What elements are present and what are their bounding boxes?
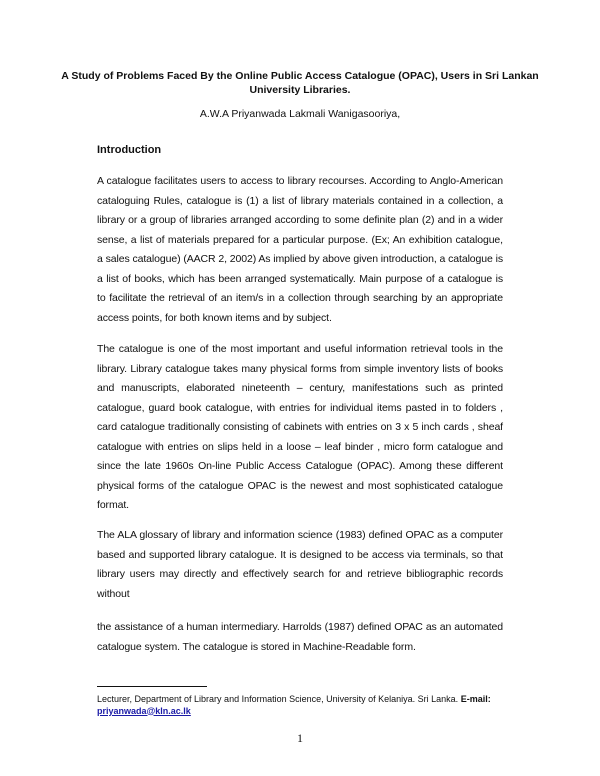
section-heading: Introduction [97,144,162,156]
paragraph: The catalogue is one of the most important and useful information retrieval tools in the library. Library catalogue takes many physical forms from simple inventory lists of books and manuscripts, elaborated nineteenth – century, manifestations such as printed catalogue, guard book catalogue, with entries for individual items pasted in to folders , card catalogue traditionally consisting of cabinets with entries on 3 x 5 inch cards , sheaf catalogue with entries on slips held in a loose – leaf binder , micro form catalogue and since the late 1960s On-line Public Access Catalogue (OPAC). Among these different physical forms of the catalogue OPAC is the newest and most sophisticated catalogue format. [97,343,503,511]
paragraph: The ALA glossary of library and information science (1983) defined OPAC as a computer based and supported library catalogue. It is designed to be access via terminals, so that library users may directly and effectively search for and retrieve bibliographic records without [97,529,503,600]
page-number: 1 [297,731,303,745]
paper-title: A Study of Problems Faced By the Online Public Access Catalogue (OPAC), Users in Sri Lankan University Libraries. [61,70,539,96]
footnote-divider [97,686,207,687]
email-link[interactable]: priyanwada@kln.ac.lk [97,705,191,716]
paragraph: A catalogue facilitates users to access to library recourses. According to Anglo-American cataloguing Rules, catalogue is (1) a list of library materials contained in a collection, a library or a group of libraries arranged according to some definite plan (2) and in a wider sense, a list of materials prepared for a particular purpose. (Ex; An exhibition catalogue, a sales catalogue) (AACR 2, 2002) As implied by above given introduction, a catalogue is a list of books, which has been arranged systematically. Main purpose of a catalogue is to facilitate the retrieval of an item/s in a collection through searching by an appropriate access points, for both known items and by subject. [97,175,503,324]
email-label: E-mail: [460,694,491,704]
author-line: A.W.A Priyanwada Lakmali Wanigasooriya, [199,108,401,120]
footnote [97,694,522,717]
footnote-text: Lecturer, Department of Library and Information Science, University of Kelaniya. Sri Lanka. [97,694,459,704]
paragraph: the assistance of a human intermediary. Harrolds (1987) defined OPAC as an automated catalogue system. The catalogue is stored in Machine-Readable form. [97,621,503,653]
